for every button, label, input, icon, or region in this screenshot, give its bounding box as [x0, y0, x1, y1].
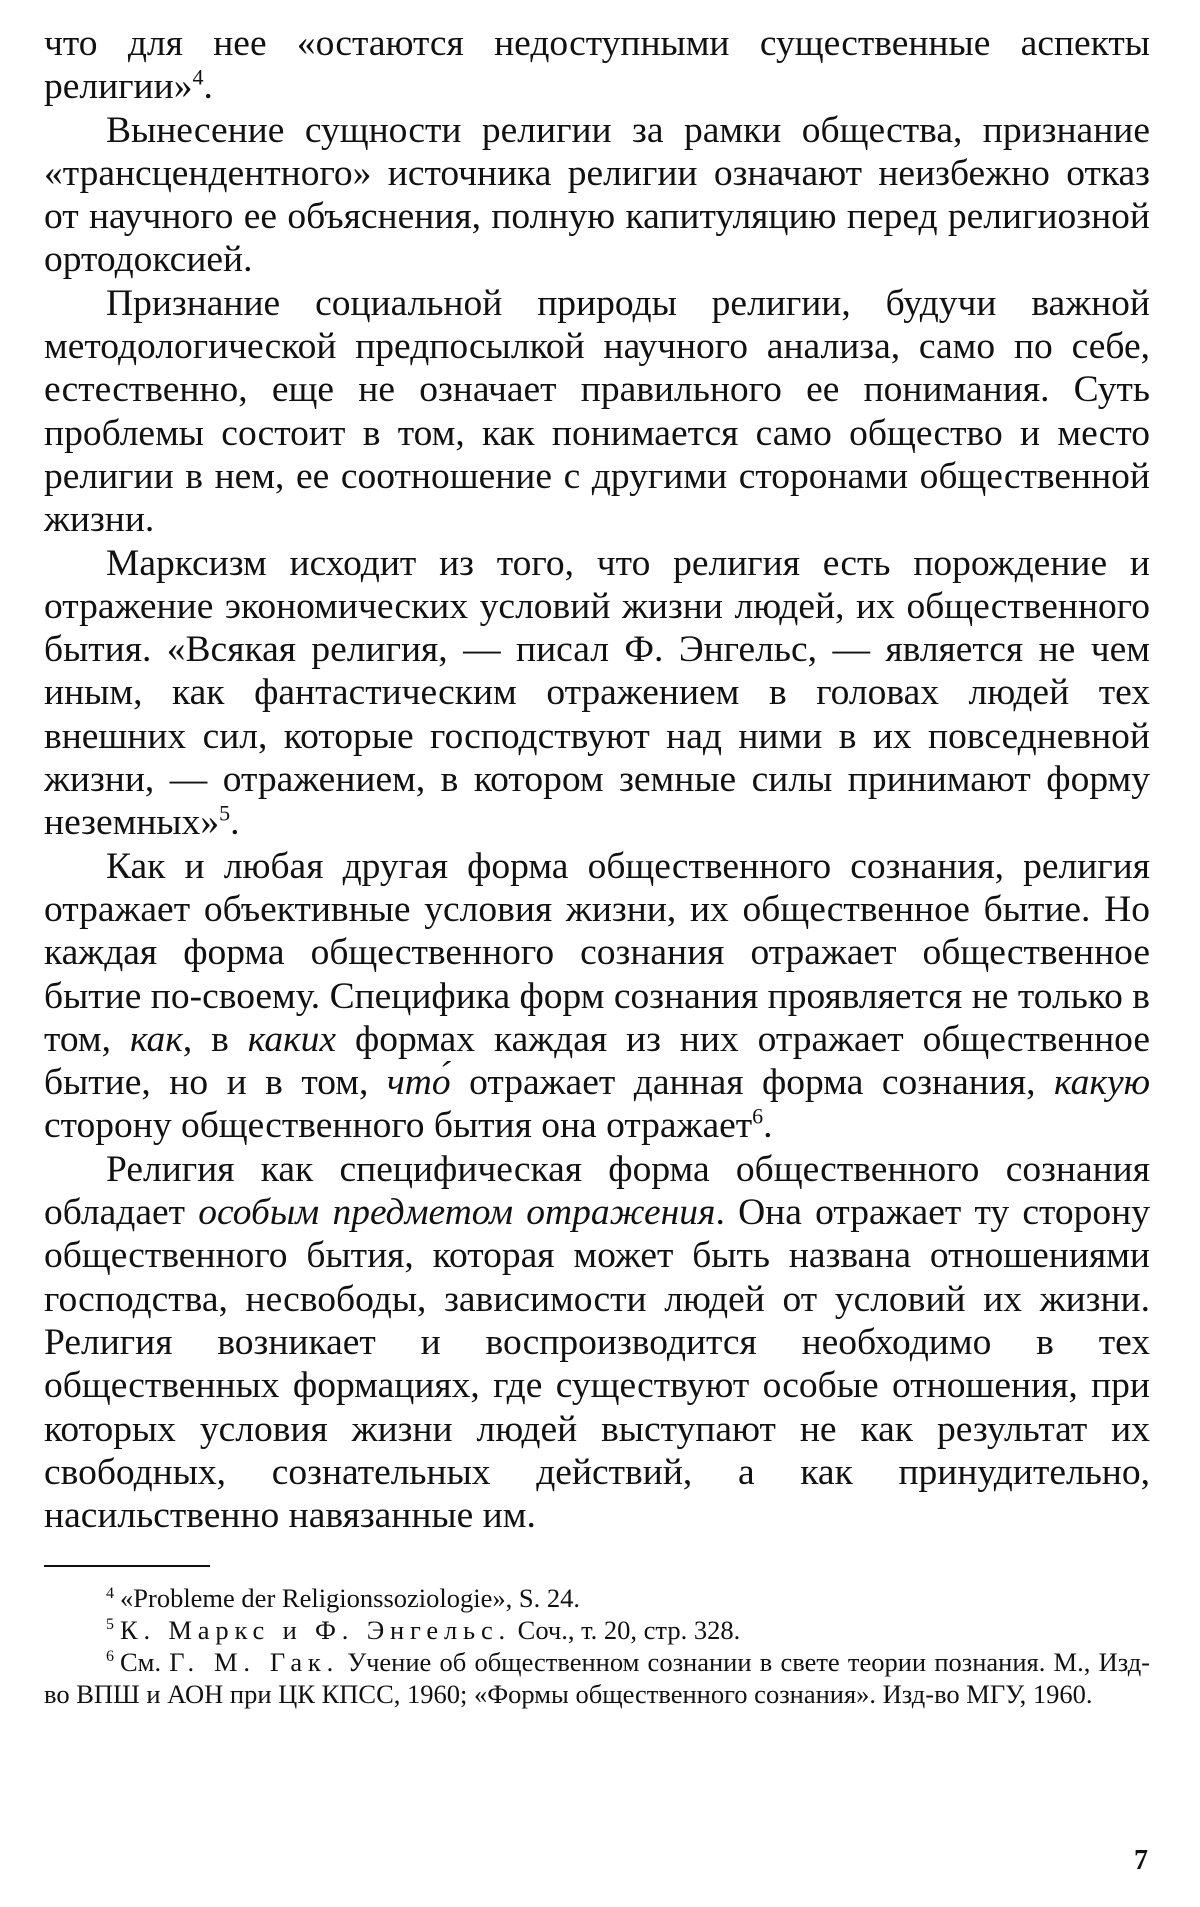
paragraph-5-text-b: , в [182, 1018, 229, 1060]
emphasis-chto: что́ [386, 1062, 451, 1104]
page-content [44, 22, 1150, 1711]
paragraph-6-text-b: . Она отражает ту сторону общественного бытия, которая может быть названа отношениями господства, несвободы, зависимости людей от условий их жизни. Религия возникает и воспроизводится необходимо в тех общественных формациях, где существуют особые отношения, при которых условия жизни людей выступают не как результат их свободных, сознательных действий, а как принудительно, насильственно навязанные им. [44, 1192, 1150, 1537]
paragraph-6-text-a: Религия как специфическая форма общественного сознания обладает [44, 1148, 1150, 1234]
paragraph-5 [44, 845, 1150, 1148]
footnote-5 [44, 1615, 1150, 1647]
footnote-author: К. Маркс и Ф. Энгельс. [120, 1615, 512, 1646]
paragraph-4-end: . [230, 802, 240, 844]
footnote-author: Г. М. Гак. [169, 1646, 340, 1677]
page-number: 7 [1134, 1845, 1148, 1876]
footnote-ref-6[interactable]: 6 [752, 1103, 764, 1129]
main-text [44, 22, 1150, 1537]
paragraph-1-end: . [203, 66, 213, 108]
footnote-divider [44, 1565, 210, 1567]
paragraph-5-text-c: формах каждая из них отражает общественное бытие, но и в том, [44, 1018, 1151, 1104]
paragraph-5-end: . [763, 1105, 773, 1147]
footnote-text: Соч., т. 20, стр. 328. [517, 1615, 741, 1646]
footnote-prefix: См. [120, 1646, 162, 1677]
paragraph-5-text-e: сторону общественного бытия она отражает [44, 1105, 753, 1147]
paragraph-2: Вынесение сущности религии за рамки общества, признание «трансцендентного» источника религии означают неизбежно отказ от научного ее объяснения, полную капитуляцию перед религиозной ортодоксией. [44, 109, 1150, 281]
paragraph-1 [44, 22, 1150, 109]
paragraph-1-text: что для нее «остаются недоступными существенные аспекты религии» [44, 23, 1150, 108]
emphasis-special-subject: особым предметом отражения [198, 1192, 716, 1234]
paragraph-5-text-d: отражает данная форма сознания, [469, 1062, 1036, 1104]
footnote-number: 4 [106, 1584, 114, 1602]
footnote-6 [44, 1647, 1150, 1711]
paragraph-6 [44, 1148, 1150, 1538]
emphasis-kak: как [129, 1018, 183, 1060]
footnote-ref-4[interactable]: 4 [192, 64, 204, 90]
paragraph-5-text-a: Как и любая другая форма общественного сознания, религия отражает объективные условия жизни, их общественное бытие. Но каждая форма общественного сознания отражает общественное бытие по-своему. Специфика форм сознания проявляется не только в том, [44, 845, 1150, 1060]
footnote-number: 6 [106, 1648, 114, 1666]
paragraph-3: Признание социальной природы религии, будучи важной методологической предпосылкой научного анализа, само по себе, естественно, еще не означает правильного ее понимания. Суть проблемы состоит в том, как понимается само общество и место религии в нем, ее соотношение с другими сторонами общественной жизни. [44, 282, 1150, 541]
footnote-ref-5[interactable]: 5 [219, 800, 231, 826]
footnote-4 [44, 1583, 1150, 1615]
footnote-text: «Probleme der Religionssoziologie», S. 24. [120, 1583, 581, 1614]
footnotes [44, 1583, 1150, 1710]
footnote-number: 5 [106, 1616, 114, 1634]
emphasis-kakih: каких [247, 1018, 337, 1060]
paragraph-4-text: Марксизм исходит из того, что религия есть порождение и отражение экономических условий жизни людей, их общественного бытия. «Всякая религия, — писал Ф. Энгельс, — является не чем иным, как фантастическим отражением в головах людей тех внешних сил, которые господствуют над ними в их повседневной жизни, — отражением, в котором земные силы принимают форму неземных» [44, 542, 1150, 844]
emphasis-kakuyu: какую [1054, 1062, 1151, 1104]
footnote-text: Учение об общественном сознании в свете теории познания. М., Изд-во ВПШ и АОН при ЦК КПСС, 1960; «Формы общественного сознания». Изд-во МГУ, 1960. [44, 1646, 1151, 1709]
paragraph-4 [44, 542, 1150, 845]
